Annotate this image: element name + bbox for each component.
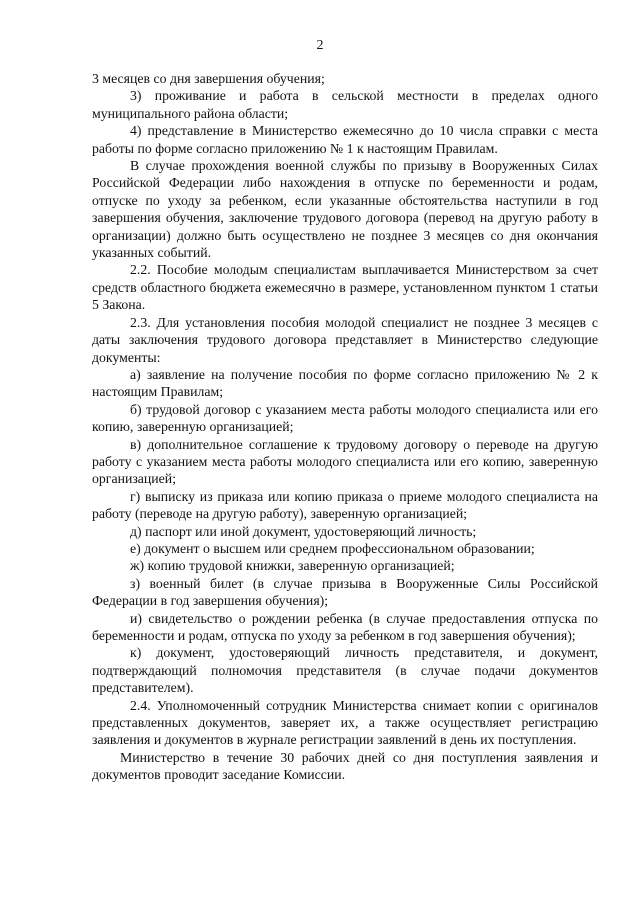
list-item-e: е) документ о высшем или среднем профессиональном образовании;: [130, 540, 535, 556]
list-item-zh: ж) копию трудовой книжки, заверенную организацией;: [130, 558, 455, 574]
paragraph-condition-3: 3) проживание и работа в сельской местности в пределах одного муниципального района области;: [92, 88, 598, 121]
page-number: 2: [316, 38, 324, 53]
paragraph-continuation: 3 месяцев со дня завершения обучения;: [92, 71, 325, 86]
paragraph-2-4: 2.4. Уполномоченный сотрудник Министерства снимает копии с оригиналов представленных документов, заверяет их, а также осуществляет регистрацию заявления и документов в журнале регистрации заявлений в день их поступления.: [92, 697, 598, 748]
list-item-g: г) выписку из приказа или копию приказа о приеме молодого специалиста на работу (переводе на другую работу), заверенную организацией;: [92, 488, 598, 522]
document-body: [92, 70, 598, 784]
list-item-b: б) трудовой договор с указанием места работы молодого специалиста или его копию, заверенную организацией;: [92, 401, 598, 435]
list-item-k: к) документ, удостоверяющий личность представителя, и документ, подтверждающий полномочия представителя (в случае подачи документов представителем).: [92, 645, 598, 696]
paragraph-2-2: 2.2. Пособие молодым специалистам выплачивается Министерством за счет средств областного бюджета ежемесячно в размере, установленном пунктом 1 статьи 5 Закона.: [92, 262, 598, 313]
list-item-z: з) военный билет (в случае призыва в Вооруженные Силы Российской Федерации в год завершения обучения);: [92, 575, 598, 609]
paragraph-2-3: 2.3. Для установления пособия молодой специалист не позднее 3 месяцев с даты заключения трудового договора представляет в Министерство следующие документы:: [92, 314, 598, 365]
paragraph-condition-4: 4) представление в Министерство ежемесячно до 10 числа справки с места работы по форме согласно приложению № 1 к настоящим Правилам.: [92, 123, 598, 156]
paragraph-military-service: В случае прохождения военной службы по призыву в Вооруженных Силах Российской Федерации либо нахождения в отпуске по беременности и родам, отпуске по уходу за ребенком, если указанные обстоятельства наступили в год завершения обучения, заключение трудового договора (перевод на другую работу в организации) должно быть осуществлено не позднее 3 месяцев со дня окончания указанных событий.: [92, 158, 598, 261]
list-item-a: а) заявление на получение пособия по форме согласно приложению № 2 к настоящим Правилам;: [92, 366, 598, 400]
list-item-v: в) дополнительное соглашение к трудовому договору о переводе на другую работу с указанием места работы молодого специалиста или его копию, заверенную организацией;: [92, 436, 598, 487]
paragraph-commission: Министерство в течение 30 рабочих дней со дня поступления заявления и документов проводит заседание Комиссии.: [92, 749, 598, 783]
list-item-d: д) паспорт или иной документ, удостоверяющий личность;: [130, 523, 477, 539]
list-item-i: и) свидетельство о рождении ребенка (в случае предоставления отпуска по беременности и родам, отпуска по уходу за ребенком в год завершения обучения);: [92, 610, 598, 643]
